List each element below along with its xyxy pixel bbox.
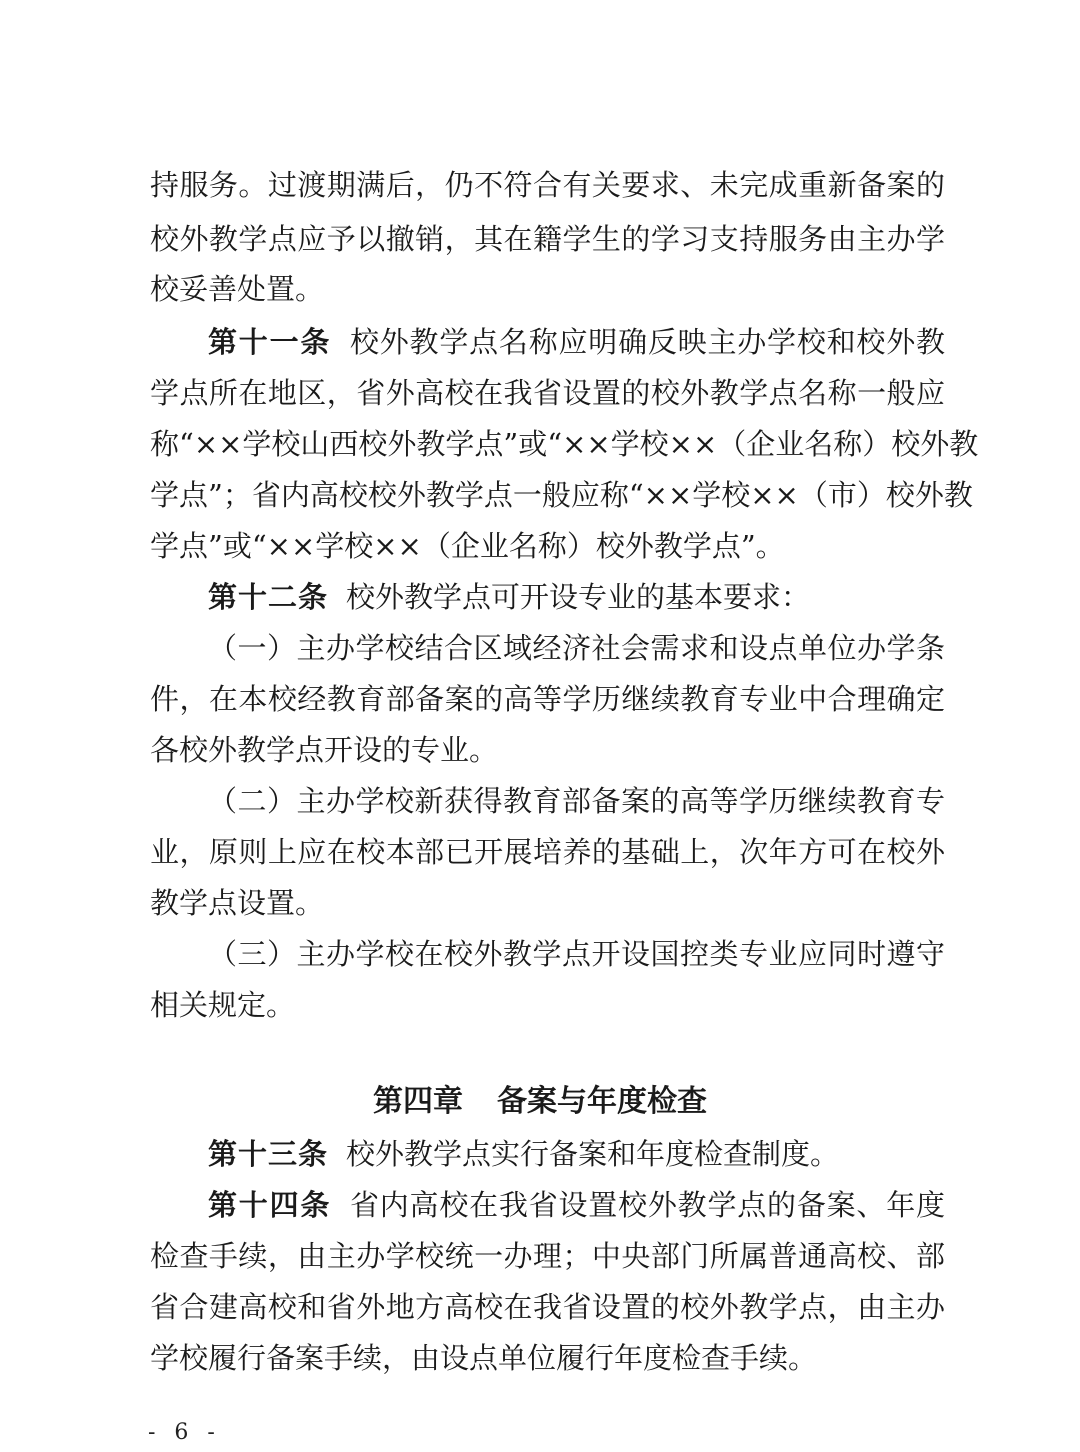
paragraph-line: 教学点设置。 xyxy=(150,886,325,920)
paragraph-line: 称“××学校山西校外教学点”或“××学校××（企业名称）校外教 xyxy=(150,427,979,461)
article-12-label: 第十二条 xyxy=(208,580,329,614)
paragraph-line: 学点”或“××学校××（企业名称）校外教学点”。 xyxy=(150,529,785,563)
article-13-label: 第十三条 xyxy=(208,1137,329,1171)
article-14-text: 省内高校在我省设置校外教学点的备案、年度 xyxy=(349,1188,945,1222)
article-12-first-line xyxy=(208,577,945,617)
paragraph-line: 持服务。过渡期满后，仍不符合有关要求、未完成重新备案的 xyxy=(150,168,945,202)
paragraph-line: 学点所在地区，省外高校在我省设置的校外教学点名称一般应 xyxy=(150,376,945,410)
item-3-first-line: （三）主办学校在校外教学点开设国控类专业应同时遵守 xyxy=(208,937,945,971)
paragraph-line: 各校外教学点开设的专业。 xyxy=(150,733,499,767)
item-1-first-line: （一）主办学校结合区域经济社会需求和设点单位办学条 xyxy=(208,631,945,665)
paragraph-line: 校外教学点应予以撤销，其在籍学生的学习支持服务由主办学 xyxy=(150,222,945,256)
article-14-label: 第十四条 xyxy=(208,1188,332,1222)
paragraph-line: 检查手续，由主办学校统一办理；中央部门所属普通高校、部 xyxy=(150,1239,945,1273)
article-13-first-line xyxy=(208,1134,945,1174)
article-11-first-line xyxy=(208,322,945,362)
chapter-title: 备案与年度检查 xyxy=(497,1084,707,1119)
article-11-label: 第十一条 xyxy=(208,325,332,359)
article-14-first-line xyxy=(208,1185,945,1225)
article-13-text: 校外教学点实行备案和年度检查制度。 xyxy=(346,1137,840,1171)
article-11-text: 校外教学点名称应明确反映主办学校和校外教 xyxy=(349,325,945,359)
paragraph-line: 业，原则上应在校本部已开展培养的基础上，次年方可在校外 xyxy=(150,835,945,869)
item-2-first-line: （二）主办学校新获得教育部备案的高等学历继续教育专 xyxy=(208,784,945,818)
paragraph-line: 校妥善处置。 xyxy=(150,272,325,306)
paragraph-line: 学点”；省内高校校外教学点一般应称“××学校××（市）校外教 xyxy=(150,478,973,512)
paragraph-line: 件，在本校经教育部备案的高等学历继续教育专业中合理确定 xyxy=(150,682,945,716)
article-12-text: 校外教学点可开设专业的基本要求： xyxy=(346,580,811,614)
paragraph-line: 省合建高校和省外地方高校在我省设置的校外教学点，由主办 xyxy=(150,1290,945,1324)
chapter-heading xyxy=(0,1082,1080,1122)
chapter-number: 第四章 xyxy=(373,1084,463,1119)
page-number: - 6 - xyxy=(148,1420,221,1445)
paragraph-line: 学校履行备案手续，由设点单位履行年度检查手续。 xyxy=(150,1341,818,1375)
paragraph-line: 相关规定。 xyxy=(150,988,296,1022)
